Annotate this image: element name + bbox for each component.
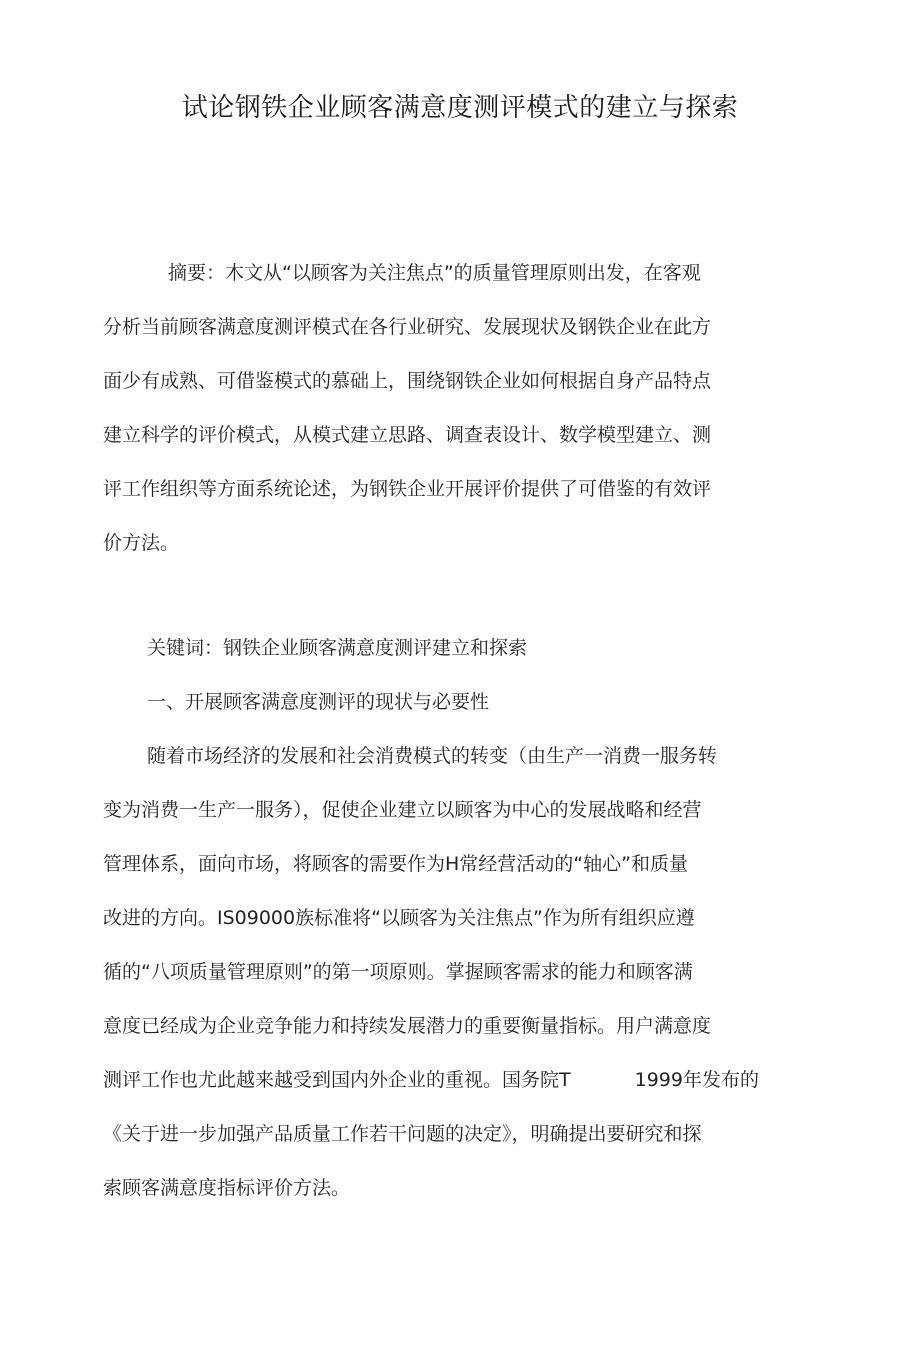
- keywords-line: 关键词：钢铁企业顾客满意度测评建立和探索: [147, 637, 528, 659]
- body-line: 循的“八项质量管理原则”的第一项原则。掌握顾客需求的能力和顾客满: [103, 961, 693, 983]
- section-heading: 一、开展顾客满意度测评的现状与必要性: [147, 691, 490, 713]
- abstract-line: 价方法。: [103, 532, 180, 554]
- body-line: 变为消费一生产一服务），促使企业建立以顾客为中心的发展战略和经营: [103, 799, 702, 821]
- body-line: 随着市场经济的发展和社会消费模式的转变（由生产一消费一服务转: [147, 745, 718, 767]
- abstract-line: 分析当前顾客满意度测评模式在各行业研究、发展现状及钢铁企业在此方: [103, 316, 712, 338]
- body-line: 意度已经成为企业竞争能力和持续发展潜力的重要衡量指标。用户满意度: [103, 1015, 712, 1037]
- abstract-line: 评工作组织等方面系统论述，为钢铁企业开展评价提供了可借鉴的有效评: [103, 478, 712, 500]
- body-line: 管理体系，面向市场，将顾客的需要作为H常经营活动的“轴心”和质量: [103, 853, 688, 875]
- document-title: 试论钢铁企业顾客满意度测评模式的建立与探索: [181, 93, 739, 123]
- body-line-part: 1999年发布的: [634, 1069, 759, 1091]
- body-line: 改进的方向。IS09000族标准将“以顾客为关注焦点”作为所有组织应遵: [103, 907, 695, 929]
- abstract-line: 摘要：木文从“以顾客为关注焦点”的质量管理原则出发，在客观: [168, 262, 701, 284]
- body-line: 《关于进一步加强产品质量工作若干问题的决定》，明确提出要研究和探: [103, 1123, 702, 1145]
- abstract-line: 建立科学的评价模式，从模式建立思路、调查表设计、数学模型建立、测: [103, 424, 712, 446]
- body-line: 索顾客满意度指标评价方法。: [103, 1177, 351, 1199]
- body-line: [103, 1065, 759, 1095]
- body-line-part: 测评工作也尤此越来越受到国内外企业的重视。国务院T: [103, 1069, 571, 1091]
- abstract-line: 面少有成熟、可借鉴模式的慕础上，围绕钢铁企业如何根据自身产品特点: [103, 370, 712, 392]
